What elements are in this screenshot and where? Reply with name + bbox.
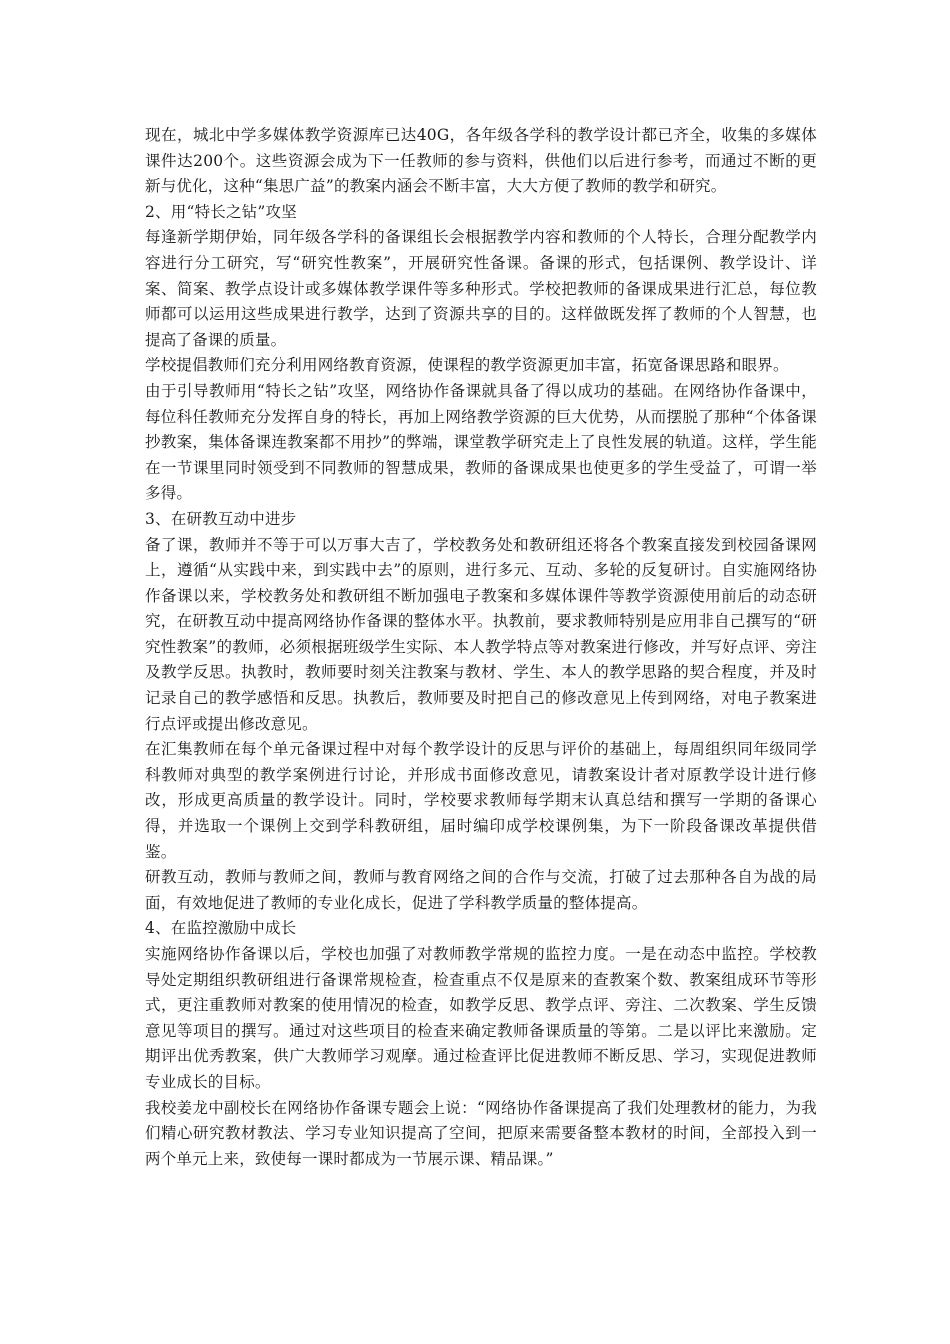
paragraph-monitoring: 实施网络协作备课以后，学校也加强了对教师教学常规的监控力度。一是在动态中监控。学校教导处定期组织教研组进行备课常规检查，检查重点不仅是原来的查教案个数、教案组成环节等形式，更注重教师对教案的使用情况的检查，如教学反思、教学点评、旁注、二次教案、学生反馈意见等项目的撰写。通过对这些项目的检查来确定教师备课质量的等第。二是以评比来激励。定期评出优秀教案，供广大教师学习观摩。通过检查评比促进教师不断反思、学习，实现促进教师专业成长的目标。 [145, 945, 817, 1091]
paragraph-division-of-labor: 每逢新学期伊始，同年级各学科的备课组长会根据教学内容和教师的个人特长，合理分配教学内容进行分工研究，写“研究性教案”，开展研究性备课。备课的形式，包括课例、教学设计、详案、简案、教学点设计或多媒体教学课件等多种形式。学校把教师的备课成果进行汇总，每位教师都可以运用这些成果进行教学，达到了资源共享的目的。这样做既发挥了教师的个人智慧，也提高了备课的质量。 [145, 228, 817, 349]
paragraph-specialty-advantage: 由于引导教师用“特长之钻”攻坚，网络协作备课就具备了得以成功的基础。在网络协作备课中，每位科任教师充分发挥自身的特长，再加上网络教学资源的巨大优势，从而摆脱了那种“个体备课抄教案，集体备课连教案都不用抄”的弊端，课堂教学研究走上了良性发展的轨道。这样，学生能在一节课里同时领受到不同教师的智慧成果，教师的备课成果也使更多的学生受益了，可谓一举多得。 [145, 381, 817, 503]
paragraph-cooperation-summary: 研教互动，教师与教师之间，教师与教育网络之间的合作与交流，打破了过去那种各自为战的局面，有效地促进了教师的专业化成长，促进了学科教学质量的整体提高。 [145, 868, 817, 912]
paragraph-network-resources: 学校提倡教师们充分利用网络教育资源，使课程的教学资源更加丰富，拓宽备课思路和眼界。 [145, 356, 789, 375]
section-heading-4: 4、在监控激励中成长 [145, 919, 297, 938]
section-heading-3: 3、在研教互动中进步 [145, 509, 297, 528]
paragraph-interactive-research: 备了课，教师并不等于可以万事大吉了，学校教务处和教研组还将各个教案直接发到校园备课网上，遵循“从实践中来，到实践中去”的原则，进行多元、互动、多轮的反复研讨。自实施网络协作备课以来，学校教务处和教研组不断加强电子教案和多媒体课件等教学资源使用前后的动态研究，在研教互动中提高网络协作备课的整体水平。执教前，要求教师特别是应用非自己撰写的“研究性教案”的教师，必须根据班级学生实际、本人教学特点等对教案进行修改，并写好点评、旁注及教学反思。执教时，教师要时刻关注教案与教材、学生、本人的教学思路的契合程度，并及时记录自己的教学感悟和反思。执教后，教师要及时把自己的修改意见上传到网络，对电子教案进行点评或提出修改意见。 [145, 535, 817, 733]
paragraph-quote: 我校姜龙中副校长在网络协作备课专题会上说：“网络协作备课提高了我们处理教材的能力，为我们精心研究教材教法、学习专业知识提高了空间，把原来需要备整本教材的时间，全部投入到一两个单元上来，致使每一课时都成为一节展示课、精品课。” [145, 1098, 817, 1168]
document-body [145, 123, 817, 1172]
paragraph-weekly-discussion: 在汇集教师在每个单元备课过程中对每个教学设计的反思与评价的基础上，每周组织同年级同学科教师对典型的教学案例进行讨论，并形成书面修改意见，请教案设计者对原教学设计进行修改，形成更高质量的教学设计。同时，学校要求教师每学期末认真总结和撰写一学期的备课心得，并选取一个课例上交到学科教研组，届时编印成学校课例集，为下一阶段备课改革提供借鉴。 [145, 740, 817, 861]
paragraph-resource-library: 现在，城北中学多媒体教学资源库已达40G，各年级各学科的教学设计都已齐全，收集的多媒体课件达200个。这些资源会成为下一任教师的参与资料，供他们以后进行参考，而通过不断的更新与优化，这种“集思广益”的教案内涵会不断丰富，大大方便了教师的教学和研究。 [145, 126, 817, 196]
section-heading-2: 2、用“特长之钻”攻坚 [145, 202, 297, 221]
